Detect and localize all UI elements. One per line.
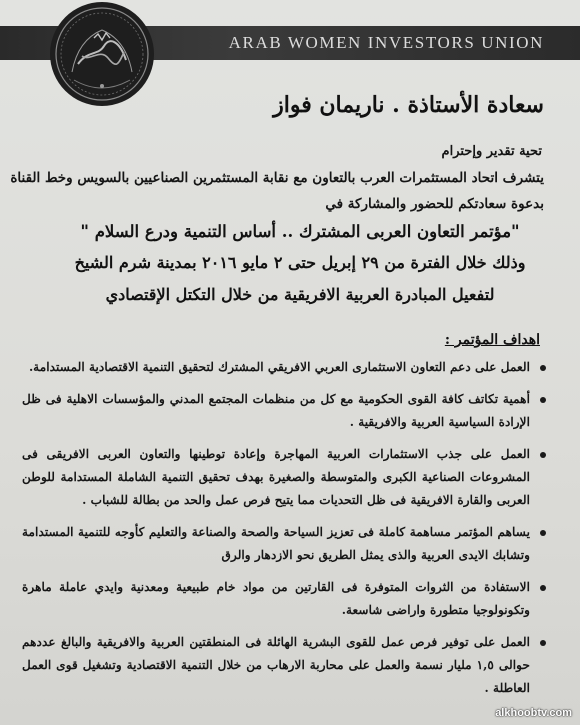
bullet-icon: [540, 585, 546, 591]
objective-text: أهمية تكاتف كافة القوى الحكومية مع كل من منظمات المجتمع المدني والمؤسسات الاهلية فى ظل الإرادة السياسية العربية والافريقية .: [22, 392, 530, 429]
bullet-icon: [540, 640, 546, 646]
objective-item: [22, 521, 548, 567]
objectives-heading: اهداف المؤتمر :: [444, 332, 540, 348]
bullet-icon: [540, 397, 546, 403]
objective-item: [22, 631, 548, 700]
objective-item: [22, 356, 548, 379]
organization-seal-icon: [48, 0, 156, 108]
objective-text: العمل على جذب الاستثمارات العربية المهاجرة وإعادة توطينها والتعاون العربى الافريقى فى المشروعات الصناعية الكبرى والمتوسطة والصغيرة بهدف تحقيق التنمية الشاملة المستدامة للوطن العربى والقارة الافريقية فى ظل التحديات مما يتيح فرص عمل والحد من بطالة للشباب .: [22, 447, 530, 507]
organization-name: ARAB WOMEN INVESTORS UNION: [228, 33, 544, 52]
bullet-icon: [540, 452, 546, 458]
objective-text: العمل على توفير فرص عمل للقوى البشرية الهائلة فى المنطقتين العربية والافريقية والبالغ عددهم حوالى ١,٥ مليار نسمة والعمل على محاربة الارهاب من خلال التنمية الاقتصادية وتشغيل قوى العمل العاطلة .: [22, 635, 530, 695]
site-watermark: alkhoobtv.com: [495, 707, 572, 719]
greeting-line: تحية تقدير وإحترام: [441, 144, 542, 159]
recipient-salutation: سعادة الأستاذة . ناريمان فواز: [273, 92, 544, 118]
bullet-icon: [540, 530, 546, 536]
conference-title: "مؤتمر التعاون العربى المشترك .. أساس التنمية ودرع السلام ": [80, 222, 520, 241]
objective-item: [22, 388, 548, 434]
objective-text: العمل على دعم التعاون الاستثمارى العربي الافريقي المشترك لتحقيق التنمية الاقتصادية المستدامة.: [28, 360, 530, 374]
objectives-list: [22, 356, 548, 709]
objective-item: [22, 576, 548, 622]
objective-item: [22, 443, 548, 512]
objective-text: يساهم المؤتمر مساهمة كاملة فى تعزيز السياحة والصحة والصناعة والتعليم كأوجه للتنمية المستدامة وتشابك الايدى العربية والذى يمثل الطريق نحو الازدهار والرق: [22, 525, 530, 562]
conference-goal: لتفعيل المبادرة العربية الافريقية من خلال التكتل الإقتصادي: [105, 285, 495, 304]
conference-dates: وذلك خلال الفترة من ٢٩ إبريل حتى ٢ مايو ٢٠١٦ بمدينة شرم الشيخ: [74, 253, 526, 272]
objective-text: الاستفادة من الثروات المتوفرة فى القارتين من مواد خام طبيعية ومعدنية وايدي عاملة ماهرة وتكونولوجيا متطورة واراضى شاسعة.: [22, 580, 530, 617]
bullet-icon: [540, 365, 546, 371]
intro-paragraph-line-1: يتشرف اتحاد المستثمرات العرب بالتعاون مع نقابة المستثمرين الصناعيين بالسويس وخط القناة: [10, 170, 544, 186]
intro-paragraph-line-2: بدعوة سعادتكم للحضور والمشاركة في: [325, 196, 544, 212]
